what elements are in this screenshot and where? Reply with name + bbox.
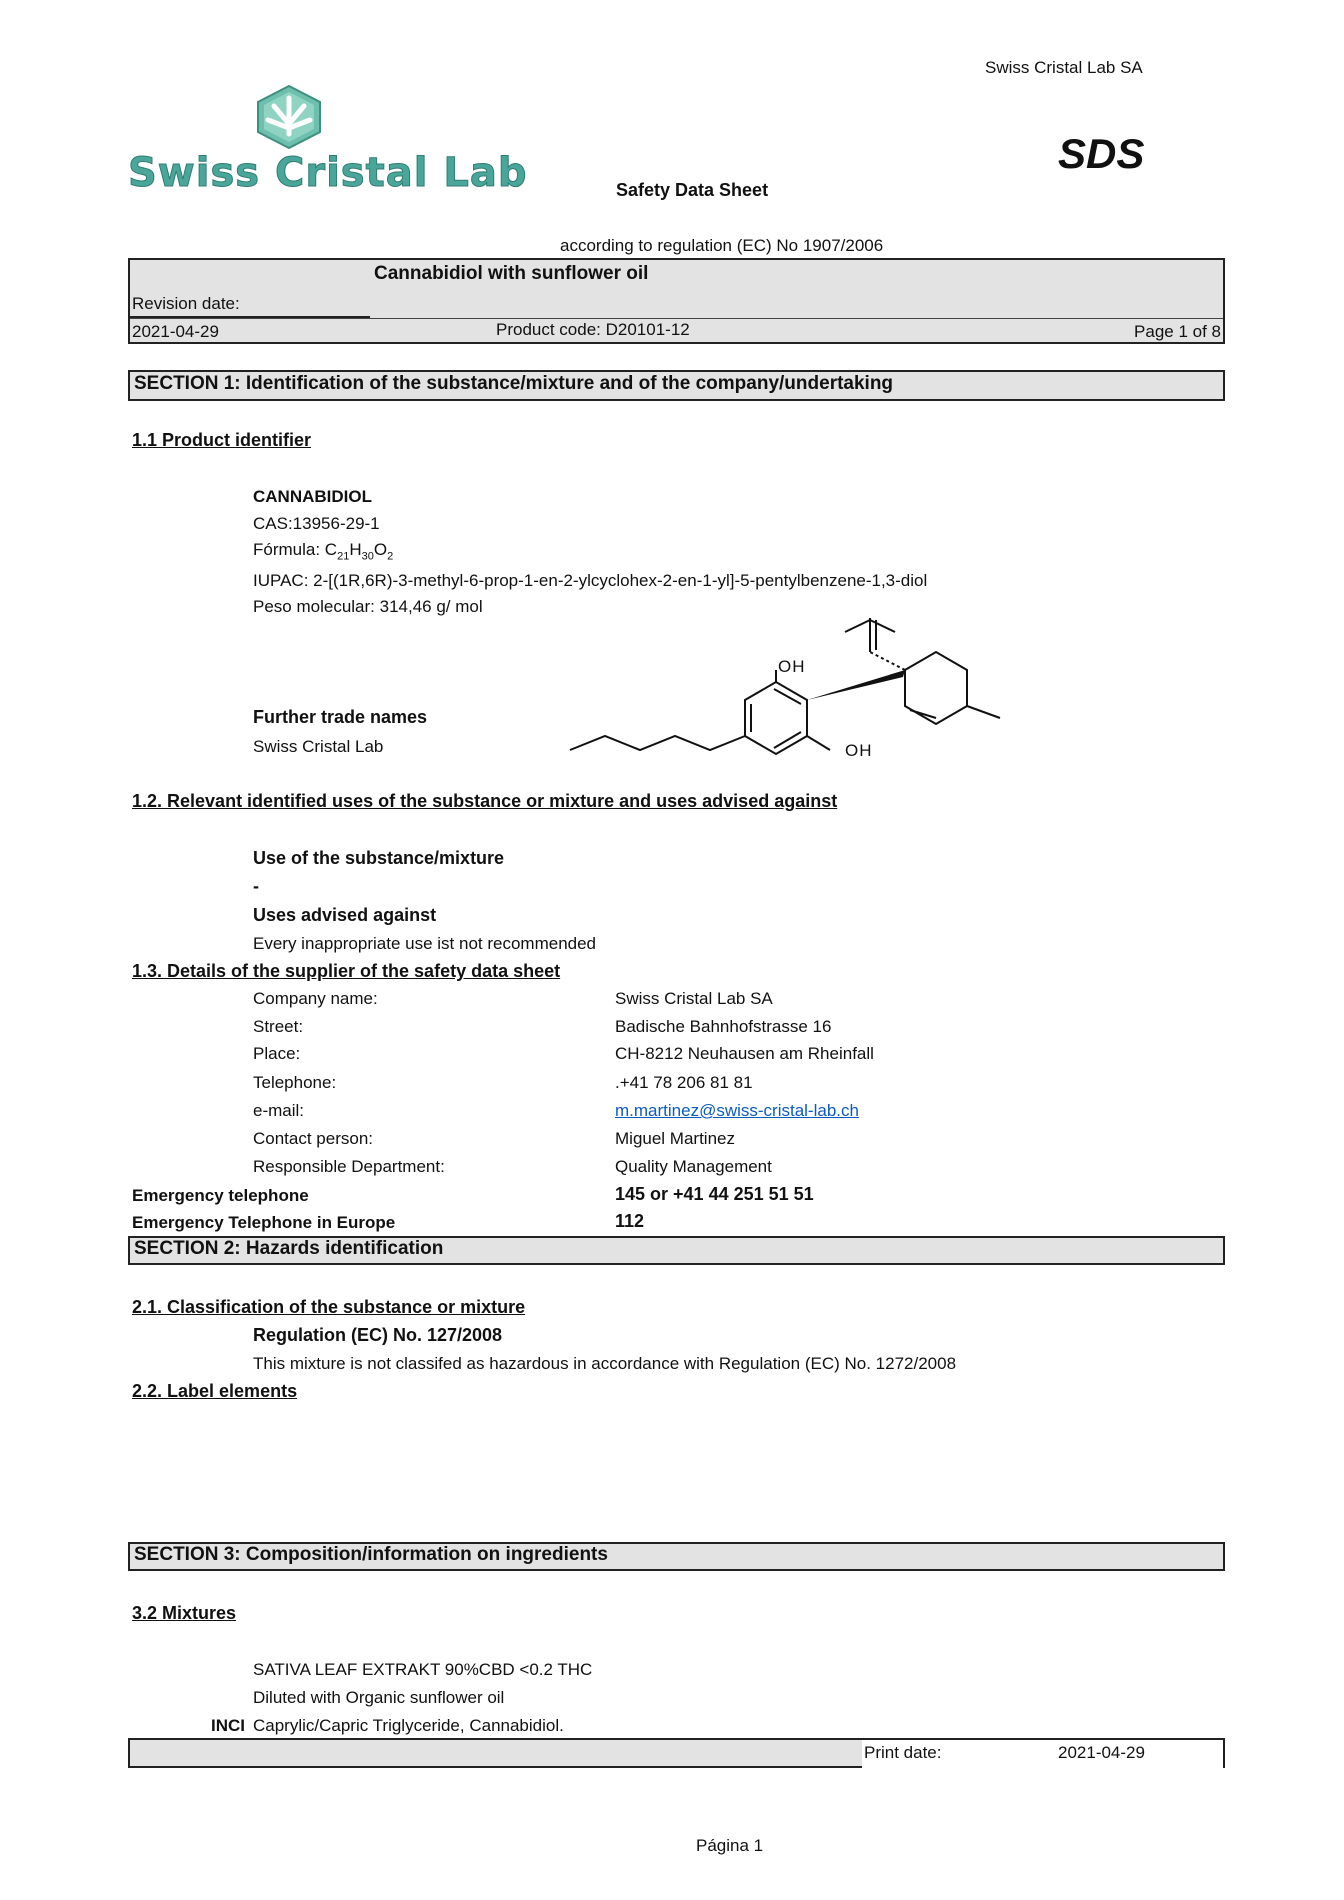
print-date-shade <box>130 1740 862 1768</box>
revision-date: 2021-04-29 <box>132 322 219 341</box>
further-trade-names-label: Further trade names <box>253 707 428 727</box>
company-name-top: Swiss Cristal Lab SA <box>985 58 1143 77</box>
heading-1-1: 1.1 Product identifier <box>132 430 312 450</box>
inci-value: Caprylic/Capric Triglyceride, Cannabidiol. <box>253 1716 564 1735</box>
section-1-title: SECTION 1: Identification of the substance/mixture and of the company/undertaking <box>134 373 894 394</box>
mixture-line-2: Diluted with Organic sunflower oil <box>253 1688 505 1707</box>
sds-label: SDS <box>1058 130 1145 177</box>
supplier-label-street: Street: <box>253 1017 304 1036</box>
logo-text: Swiss Cristal Lab <box>128 150 528 196</box>
product-code: Product code: D20101-12 <box>496 320 690 339</box>
product-box-divider <box>130 318 1223 319</box>
section-2-header <box>128 1236 1225 1265</box>
section-3-title: SECTION 3: Composition/information on ingredients <box>134 1544 608 1565</box>
heading-3-2: 3.2 Mixtures <box>132 1603 237 1623</box>
supplier-label-place: Place: <box>253 1044 301 1063</box>
substance-name: CANNABIDIOL <box>253 487 372 506</box>
supplier-email-link[interactable]: m.martinez@swiss-cristal-lab.ch <box>615 1101 859 1120</box>
revision-label: Revision date: <box>132 294 240 313</box>
supplier-value-telephone: .+41 78 206 81 81 <box>615 1073 753 1092</box>
oh-label-top: OH <box>778 657 806 676</box>
wedge-bond <box>807 670 905 700</box>
heading-2-1: 2.1. Classification of the substance or mixture <box>132 1297 526 1317</box>
product-info-box <box>128 258 1225 344</box>
cannabidiol-structure-diagram <box>560 600 1020 770</box>
supplier-value-street: Badische Bahnhofstrasse 16 <box>615 1017 832 1036</box>
section-3-header <box>128 1542 1225 1571</box>
oh-label-bottom: OH <box>845 741 873 760</box>
heading-2-2: 2.2. Label elements <box>132 1381 298 1401</box>
page-footer: Página 1 <box>696 1836 764 1855</box>
heading-1-2: 1.2. Relevant identified uses of the substance or mixture and uses advised against <box>132 791 838 811</box>
emergency-europe-value: 112 <box>615 1211 645 1231</box>
supplier-label-department: Responsible Department: <box>253 1157 445 1176</box>
iupac-name: IUPAC: 2-[(1R,6R)-3-methyl-6-prop-1-en-2-ylcyclohex-2-en-1-yl]-5-pentylbenzene-1,3-diol <box>253 571 928 590</box>
supplier-value-contact: Miguel Martinez <box>615 1129 735 1148</box>
classification-statement: This mixture is not classifed as hazardous in accordance with Regulation (EC) No. 1272/2008 <box>253 1354 957 1373</box>
formula: Fórmula: $C_{21}H_{30}O_2$ <box>253 540 394 563</box>
emergency-telephone-label: Emergency telephone <box>132 1186 309 1205</box>
regulation-line: according to regulation (EC) No 1907/2006 <box>560 236 884 255</box>
print-date-box <box>128 1738 1225 1768</box>
formula-label: Fórmula: <box>253 540 325 559</box>
mixture-line-1: SATIVA LEAF EXTRAKT 90%CBD <0.2 THC <box>253 1660 593 1679</box>
print-date-label: Print date: <box>864 1743 942 1762</box>
supplier-label-telephone: Telephone: <box>253 1073 337 1092</box>
molecular-weight: Peso molecular: 314,46 g/ mol <box>253 597 483 616</box>
use-value: - <box>253 876 259 896</box>
supplier-value-place: CH-8212 Neuhausen am Rheinfall <box>615 1044 874 1063</box>
company-logo <box>128 84 528 204</box>
cannabis-leaf-icon <box>254 84 324 150</box>
print-date-value: 2021-04-29 <box>1058 1743 1145 1762</box>
inci-label: INCI <box>211 1716 245 1735</box>
uses-advised-against-value: Every inappropriate use ist not recommended <box>253 934 597 953</box>
further-trade-names-value: Swiss Cristal Lab <box>253 737 384 756</box>
regulation-reference: Regulation (EC) No. 127/2008 <box>253 1325 503 1345</box>
page-count: Page 1 of 8 <box>1134 322 1221 341</box>
supplier-label-contact: Contact person: <box>253 1129 374 1148</box>
emergency-europe-label: Emergency Telephone in Europe <box>132 1213 396 1232</box>
cas-number: CAS:13956-29-1 <box>253 514 380 533</box>
uses-advised-against-label: Uses advised against <box>253 905 437 925</box>
section-1-header <box>128 370 1225 401</box>
use-label: Use of the substance/mixture <box>253 848 505 868</box>
product-name: Cannabidiol with sunflower oil <box>374 263 649 284</box>
supplier-label-company: Company name: <box>253 989 378 1008</box>
supplier-label-email: e-mail: <box>253 1101 305 1120</box>
supplier-value-department: Quality Management <box>615 1157 772 1176</box>
document-title: Safety Data Sheet <box>616 180 769 200</box>
supplier-value-company: Swiss Cristal Lab SA <box>615 989 773 1008</box>
emergency-telephone-value: 145 or +41 44 251 51 51 <box>615 1184 814 1204</box>
section-2-title: SECTION 2: Hazards identification <box>134 1238 444 1259</box>
heading-1-3: 1.3. Details of the supplier of the safety data sheet <box>132 961 561 981</box>
